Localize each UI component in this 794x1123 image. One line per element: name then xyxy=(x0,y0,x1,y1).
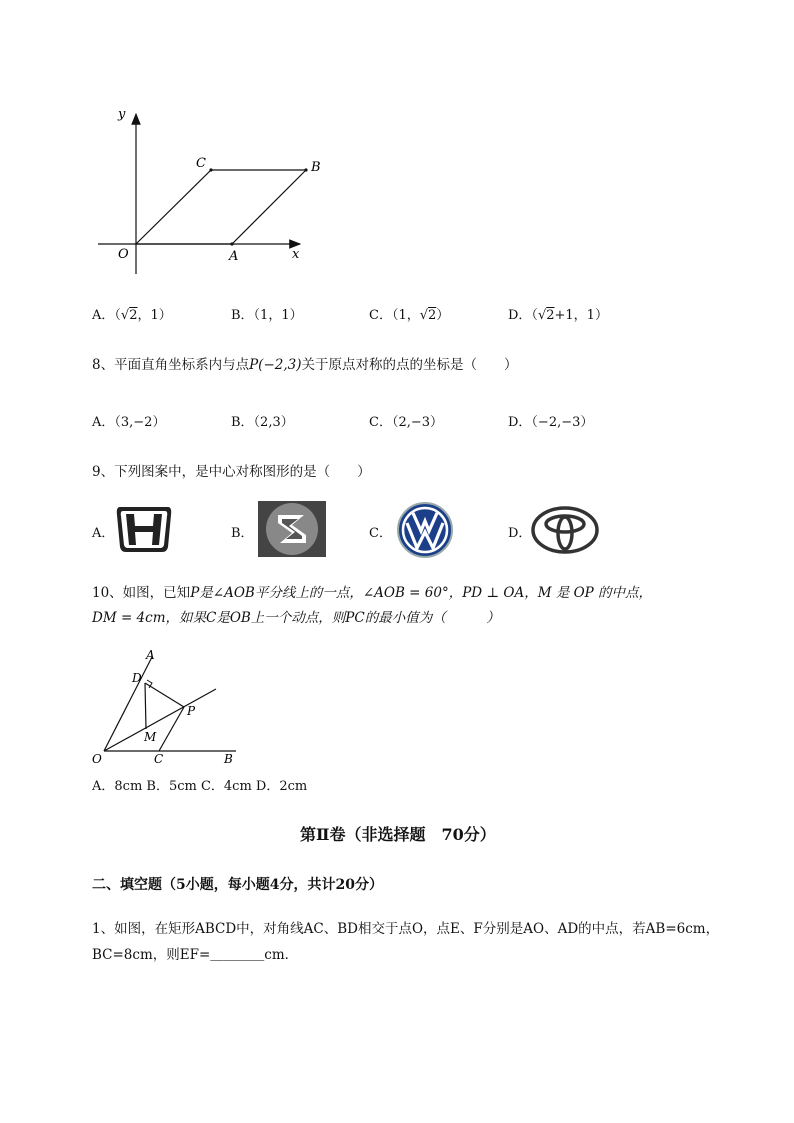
q10-options[interactable]: A．8cm B．5cm C．4cm D．2cm xyxy=(92,779,308,794)
q10-stem-line1: 10、如图，已知P是∠AOB平分线上的一点，∠AOB = 60°，PD ⊥ OA，M 是 OP 的中点， xyxy=(92,585,653,601)
fig10-label-b: B xyxy=(224,752,233,766)
section-2-title: 第Ⅱ卷（非选择题 70分） xyxy=(300,825,496,844)
origin-label: O xyxy=(118,247,129,262)
parallelogram-oabc xyxy=(136,170,306,244)
suzuki-logo-icon xyxy=(258,501,326,557)
q9-stem: 9、下列图案中，是中心对称图形的是（ ） xyxy=(92,464,371,480)
q7-option-a[interactable]: A．（√2，1） xyxy=(92,308,172,323)
fig10-label-a: A xyxy=(146,648,155,662)
y-label: y xyxy=(118,107,126,122)
fig10-label-m: M xyxy=(144,730,157,744)
point-c-label: C xyxy=(196,156,206,171)
q7-option-c[interactable]: C．（1，√2） xyxy=(369,308,450,323)
q9-option-b-label[interactable]: B． xyxy=(231,526,254,541)
q10-stem-line2: DM = 4cm，如果C是OB上一个动点，则PC的最小值为（ ） xyxy=(92,610,500,626)
point-b-label: B xyxy=(311,160,321,175)
fig10-label-d: D xyxy=(132,671,142,685)
q8-option-b[interactable]: B．（2,3） xyxy=(231,415,294,430)
toyota-logo-icon xyxy=(531,505,599,555)
q9-option-d-label[interactable]: D． xyxy=(508,526,532,541)
fig10-label-c: C xyxy=(154,752,164,766)
q9-option-a-label[interactable]: A． xyxy=(92,526,115,541)
fill-q1-line2: BC=8cm，则EF=＿＿＿＿cm． xyxy=(92,947,299,963)
q8-option-a[interactable]: A．（3,−2） xyxy=(92,415,166,430)
q8-stem: 8、平面直角坐标系内与点P(−2,3)关于原点对称的点的坐标是（ ） xyxy=(92,357,518,373)
q9-option-c-label[interactable]: C． xyxy=(369,526,392,541)
fill-q1-line1: 1、如图，在矩形ABCD中，对角线AC、BD相交于点O，点E、F分别是AO、AD的中点，若AB=6cm， xyxy=(92,921,720,937)
honda-logo-icon xyxy=(114,503,174,555)
sqrt-symbol: √ xyxy=(419,308,429,323)
q8-option-d[interactable]: D．（−2,−3） xyxy=(508,415,594,430)
q7-figure xyxy=(90,100,340,280)
sqrt-symbol: √ xyxy=(537,308,547,323)
fig10-label-o: O xyxy=(92,752,102,766)
x-label: x xyxy=(292,247,300,262)
point-a-label: A xyxy=(229,249,239,264)
fig10-label-p: P xyxy=(187,704,196,718)
volkswagen-logo-icon xyxy=(396,501,454,559)
q7-option-d[interactable]: D．（√2+1，1） xyxy=(508,308,608,323)
q10-figure xyxy=(90,645,250,770)
q7-option-b[interactable]: B．（1，1） xyxy=(231,308,303,323)
fill-in-heading: 二、填空题（5小题，每小题4分，共计20分） xyxy=(92,877,383,893)
q8-option-c[interactable]: C．（2,−3） xyxy=(369,415,444,430)
sqrt-symbol: √ xyxy=(120,308,130,323)
